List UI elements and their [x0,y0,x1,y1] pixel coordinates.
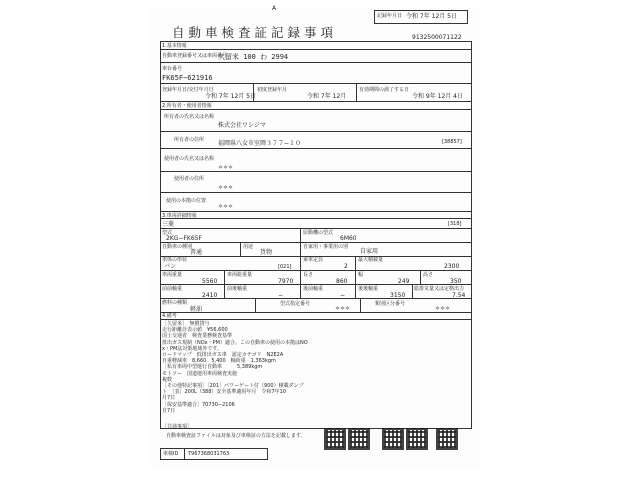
first-reg2-label: 初度登録年月 [257,87,288,93]
reg-number-value: 久留米 100 わ 2994 [218,53,289,61]
first-reg-label: 登録年月日/交付年月日 [162,87,214,93]
height-label: 高さ [423,272,434,278]
width-value: 249 [398,278,410,285]
rear-front-axle-label: 後前軸重 [303,286,324,292]
first-reg-value: 令和 7年 12月 5日 [205,93,256,100]
engine-label: 原動機の型式 [303,230,334,236]
chassis-label: 車台番号 [162,66,183,72]
section-vehicle: 3.車両詳細情報 [162,213,197,219]
vehicle-make-code: [318] [448,221,462,227]
class-number-value: ＊＊＊ [435,306,451,312]
model-value: 2KG−FK65F [166,235,202,242]
front-rear-axle-value: − [278,292,284,299]
owner-name: 株式会社ワシジマ [218,122,266,129]
category-label: 自動車の種別 [162,244,193,250]
model-label: 型式 [162,230,173,236]
rear-rear-axle-label: 後後軸重 [358,286,379,292]
rear-front-axle-value: − [340,292,346,299]
notice-text: 自動車検査証ファイルは対象及び車検証の方法を記載します。 [166,433,306,439]
qr-code-1 [324,428,346,450]
class-number-label: 類別区分番号 [375,301,406,307]
user-name: ＊＊＊ [218,165,234,171]
front-front-axle-value: 2410 [202,292,218,299]
business-value: 自家用 [360,248,379,255]
document-title: 自動車検査証記録事項 [172,25,338,40]
document-page [150,5,480,470]
expiry-label: 有効期間の満了する日 [359,87,410,93]
weight-value: 5560 [202,278,218,285]
serial-number: 9132500071122 [412,34,462,41]
width-label: 幅 [358,272,364,278]
section-remarks: 4.備考 [162,313,177,319]
engine-value: 6M60 [340,235,357,242]
qr-code-5 [436,428,458,450]
displacement-value: 7.54 [452,292,466,299]
remarks-text: ［久留米］ 無償貸与 走行距離計表示値 ¥56,600 国土交通省 検査業務検査基準 排出ガス規制（NOx・PM）適合。この自動車の使用の本拠はNO x・PM法対策地域外です。 ロードマップ 低排出ガス車 認定カテゴリ N2E2A 自重軽減車 8,660 5,400 軸荷重 1,363kgm ［私有車両中型運行自動車 5,389kgm モトツー 国道運用車両検査実施 複数 ［その他特記事項］［201］パワーゲート付（900）積載ダンプ ト ［表］200L（388）安全基準適用年月 令和7年10 月7日 ［保安基準適合］70730−2106 自7日 [162,321,308,414]
shape-label: 車体の形状 [162,257,188,263]
business-label: 自家用・事業用の別 [303,244,349,250]
inspection-id-label: 車検ID [163,451,179,457]
user-address: ＊＊＊ [218,185,234,191]
capacity-value: 2 [344,263,348,270]
rear-rear-axle-value: 3150 [390,292,406,299]
shape-value: バン [164,263,177,270]
height-value: 350 [450,278,462,285]
section-basic: 1.基本情報 [162,43,187,49]
weight-label: 車両重量 [162,272,183,278]
notice-title: ［共通事項］ [162,424,193,430]
type-number-value: ＊＊＊ [335,306,351,312]
reg-number-label: 自動車登録番号又は車両番号 [162,53,228,59]
section-owner: 2.所有者・使用者情報 [162,103,212,109]
max-load-label: 最大積載量 [358,257,384,263]
owner-address: 福岡県八女市室岡３７７−１０ [218,140,302,147]
stamp-mark: A [272,5,277,12]
user-name-label: 使用者の氏名又は名称 [164,156,215,162]
qr-code-3 [382,428,404,450]
length-label: 長さ [303,272,314,278]
max-load-value: 2300 [444,263,460,270]
use-label: 用途 [243,244,254,250]
shape-code: [021] [278,264,292,270]
gross-weight-value: 7970 [278,278,294,285]
displacement-label: 総排気量又は定格出力 [414,286,465,292]
type-number-label: 型式指定番号 [280,301,311,307]
fuel-value: 軽油 [190,306,203,313]
length-value: 860 [336,278,348,285]
first-reg2-value: 令和 7年 12月 [307,93,347,100]
category-value: 普通 [190,249,203,256]
fuel-label: 燃料の種類 [162,300,188,306]
expiry-value: 令和 9年 12月 4日 [412,93,463,100]
front-rear-axle-label: 前後軸重 [227,286,248,292]
chassis-value: FK65F−621916 [162,74,213,82]
owner-name-label: 所有者の氏名又は名称 [164,114,215,120]
record-date-value: 令和 7年 12月 5日 [406,13,457,20]
base-location-label: 使用の本拠の位置 [166,198,207,204]
qr-code-4 [406,428,428,450]
inspection-id-value: T967368031763 [188,451,230,457]
front-front-axle-label: 前前軸重 [162,286,183,292]
qr-code-2 [348,428,370,450]
base-location: ＊＊＊ [218,204,234,210]
gross-weight-label: 車両総重量 [227,272,253,278]
user-address-label: 使用者の住所 [174,176,205,182]
record-date-label: 記録年月日 [377,13,403,19]
use-value: 貨物 [260,249,273,256]
vehicle-make: 三菱 [162,221,175,228]
owner-address-label: 所有者の住所 [174,137,205,143]
capacity-label: 乗車定員 [303,257,324,263]
owner-code: [38857] [442,139,462,145]
